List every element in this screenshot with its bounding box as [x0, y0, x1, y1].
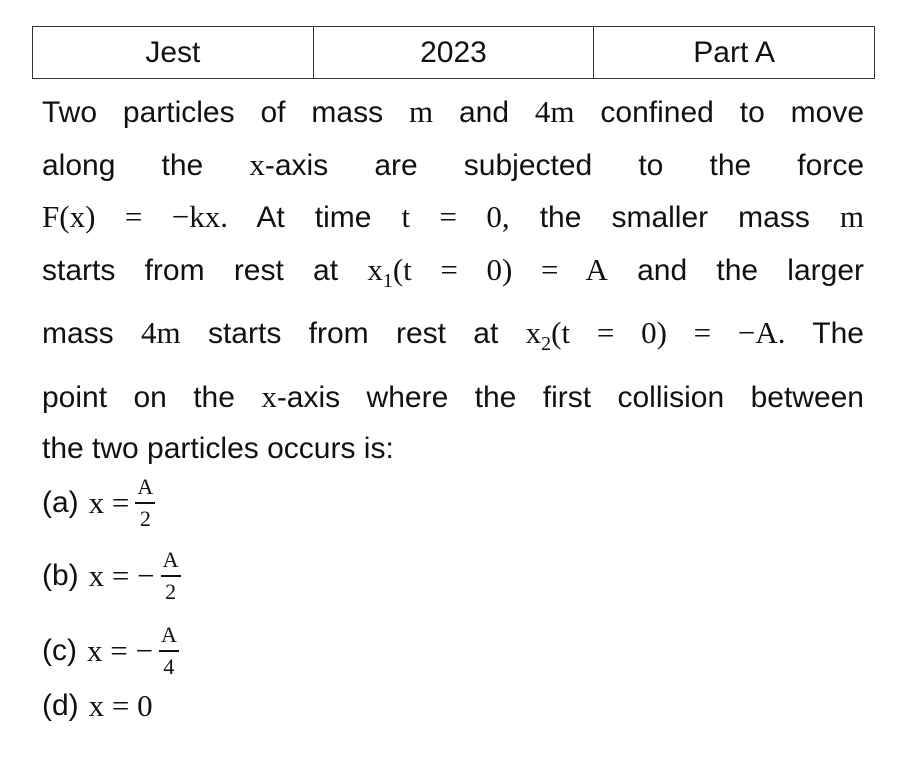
question-line: mass 4m starts from rest at $x_2(t = 0) = -A$. The — [42, 315, 864, 356]
question-line: the two particles occurs is: — [42, 432, 394, 466]
option-a[interactable]: (a) x = $\frac{A}{2}$ — [42, 474, 154, 531]
question-line: Two particles of mass m and 4m confined to move — [42, 94, 864, 129]
question-line: along the x-axis are subjected to the force — [42, 146, 865, 182]
question-line: starts from rest at $x_1(t = 0) = A$ and the larger — [42, 251, 865, 292]
fraction: $\frac{A}{2}$ — [137, 474, 154, 531]
header-cell-exam: Jest — [33, 27, 314, 79]
option-b[interactable]: (b) x = − $\frac{A}{2}$ — [42, 547, 179, 604]
fraction: $\frac{A}{4}$ — [160, 622, 177, 679]
header-cell-part: Part A — [594, 27, 875, 79]
option-d[interactable]: (d) x = 0 — [42, 688, 153, 723]
header-cell-year: 2023 — [313, 27, 594, 79]
question-line: point on the x-axis where the first collision between — [42, 378, 864, 414]
option-c[interactable]: (c) x = − $\frac{A}{4}$ — [42, 622, 177, 679]
fraction: $\frac{A}{2}$ — [162, 547, 179, 604]
question-line: F(x) = −kx. At time t = 0, the smaller mass m — [42, 199, 864, 234]
question-text — [42, 86, 864, 475]
header-table — [32, 26, 875, 79]
